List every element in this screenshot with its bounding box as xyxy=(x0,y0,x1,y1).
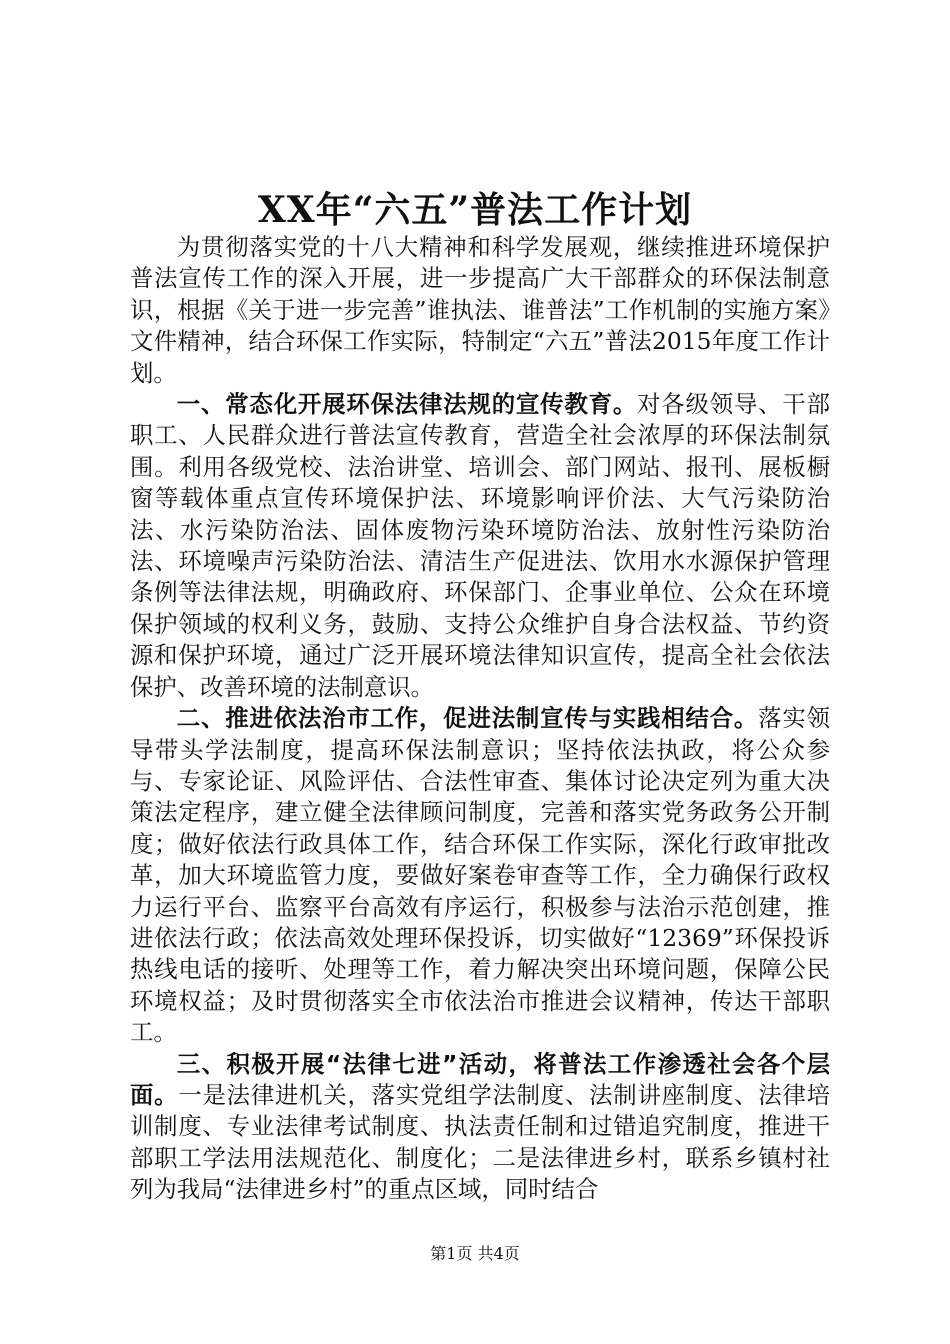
paragraph-intro xyxy=(130,232,830,389)
paragraph-text: 落实领导带头学法制度，提高环保法制意识；坚持依法执政，将公众参与、专家论证、风险评估、合法性审查、集体讨论决定列为重大决策法定程序，建立健全法律顾问制度，完善和落实党务政务公开制度；做好依法行政具体工作，结合环保工作实际，深化行政审批改革，加大环境监管力度，要做好案卷审查等工作，全力确保行政权力运行平台、监察平台高效有序运行，积极参与法治示范创建，推进依法行政；依法高效处理环保投诉，切实做好“12369”环保投诉热线电话的接听、处理等工作，着力解决突出环境问题，保障公民环境权益；及时贯彻落实全市依法治市推进会议精神，传达干部职工。 xyxy=(130,704,831,1047)
document-title: XX年“六五”普法工作计划 xyxy=(257,189,693,231)
paragraph-text: 对各级领导、干部职工、人民群众进行普法宣传教育，营造全社会浓厚的环保法制氛围。利用各级党校、法治讲堂、培训会、部门网站、报刊、展板橱窗等载体重点宣传环境保护法、环境影响评价法、大气污染防治法、水污染防治法、固体废物污染环境防治法、放射性污染防治法、环境噪声污染防治法、清洁生产促进法、饮用水水源保护管理条例等法律法规，明确政府、环保部门、企事业单位、公众在环境保护领域的权利义务，鼓励、支持公众维护自身合法权益、节约资源和保护环境，通过广泛开展环境法律知识宣传，提高全社会依法保护、改善环境的法制意识。 xyxy=(130,390,831,701)
paragraph-heading: 三、积极开展“法律七进”活动，将普法工作渗透社会各个层面。 xyxy=(130,1049,830,1109)
paragraph-text: 为贯彻落实党的十八大精神和科学发展观，继续推进环境保护普法宣传工作的深入开展，进一步提高广大干部群众的环保法制意识，根据《关于进一步完善”谁执法、谁普法”工作机制的实施方案》文件精神，结合环保工作实际，特制定“六五”普法2015年度工作计划。 xyxy=(130,233,830,387)
paragraph-heading: 二、推进依法治市工作，促进法制宣传与实践相结合。 xyxy=(176,704,759,733)
paragraph-heading: 一、常态化开展环保法律法规的宣传教育。 xyxy=(176,390,638,419)
document-body xyxy=(130,232,830,1206)
paragraph-text: 一是法律进机关，落实党组学法制度、法制讲座制度、法律培训制度、专业法律考试制度、执法责任制和过错追究制度，推进干部职工学法用法规范化、制度化；二是法律进乡村，联系乡镇村社列为我局“法律进乡村”的重点区域，同时结合 xyxy=(130,1080,831,1204)
paragraph-section-3 xyxy=(130,1049,830,1206)
paragraph-section-1 xyxy=(130,389,830,703)
page-number-footer: 第1页 共4页 xyxy=(430,1244,520,1263)
paragraph-section-2 xyxy=(130,703,830,1048)
